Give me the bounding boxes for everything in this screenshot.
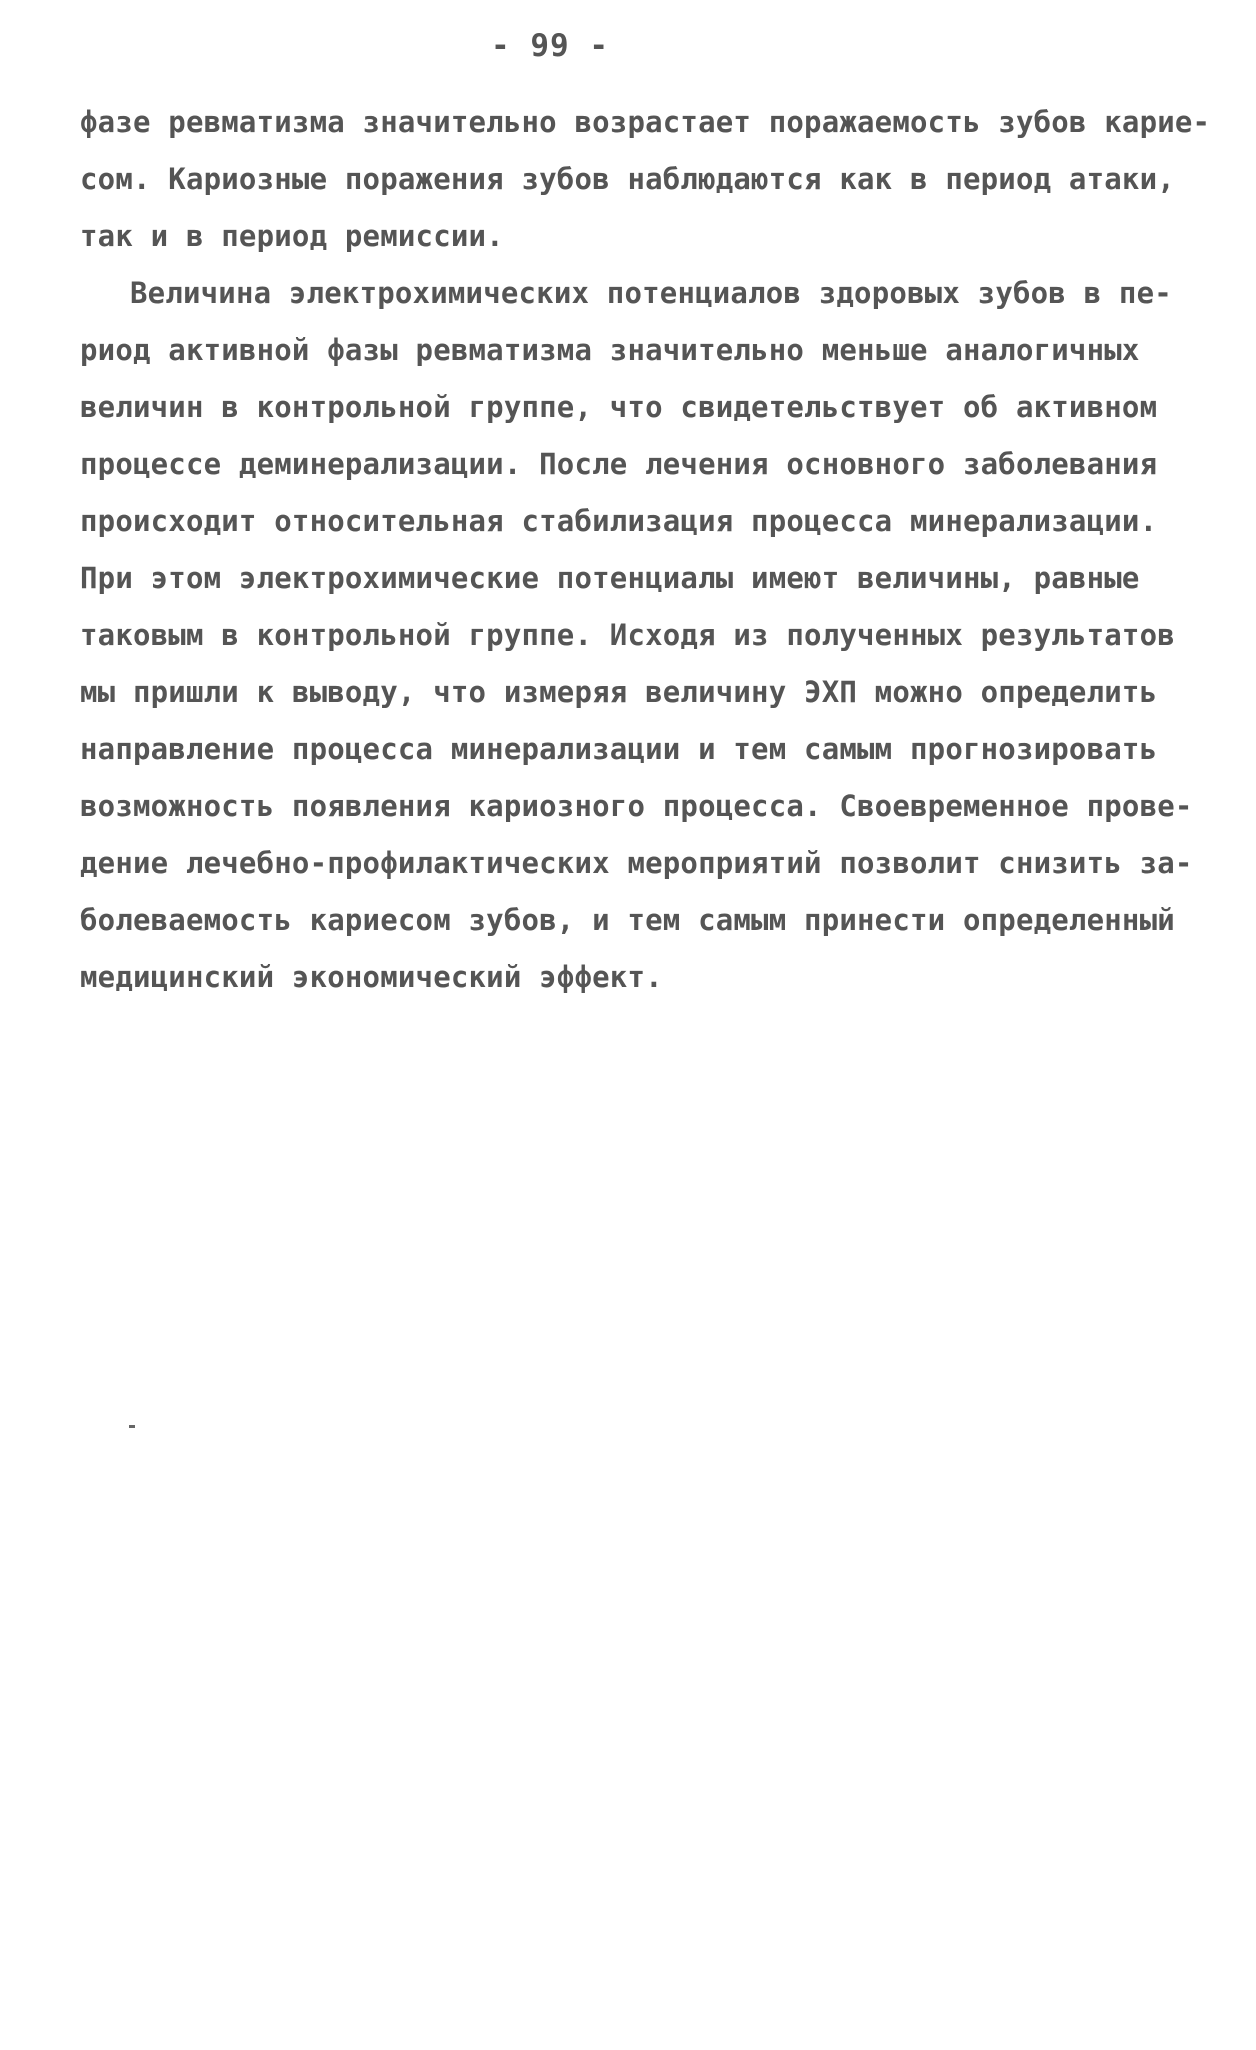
text-line: величин в контрольной группе, что свидетельствует об активном [80, 390, 1158, 424]
text-line: сом. Кариозные поражения зубов наблюдаются как в период атаки, [80, 162, 1175, 196]
text-line: возможность появления кариозного процесса. Своевременное прове- [80, 789, 1193, 823]
text-line: процессе деминерализации. После лечения основного заболевания [80, 447, 1158, 481]
text-line: болеваемость кариесом зубов, и тем самым принести определенный [80, 903, 1175, 937]
text-line: дение лечебно-профилактических мероприятий позволит снизить за- [80, 846, 1193, 880]
text-line: фазе ревматизма значительно возрастает поражаемость зубов карие- [80, 105, 1211, 139]
text-line: направление процесса минерализации и тем самым прогнозировать [80, 732, 1158, 766]
scan-speck [129, 1425, 135, 1428]
text-line: Величина электрохимических потенциалов здоровых зубов в пе- [130, 276, 1172, 310]
text-line: таковым в контрольной группе. Исходя из полученных результатов [80, 618, 1175, 652]
text-line: происходит относительная стабилизация процесса минерализации. [80, 504, 1158, 538]
page-number: - 99 - [491, 28, 609, 64]
text-line: медицинский экономический эффект. [80, 960, 663, 994]
text-line: При этом электрохимические потенциалы имеют величины, равные [80, 561, 1140, 595]
text-line: риод активной фазы ревматизма значительно меньше аналогичных [80, 333, 1140, 367]
text-line: мы пришли к выводу, что измеряя величину ЭХП можно определить [80, 675, 1158, 709]
text-line: так и в период ремиссии. [80, 219, 504, 253]
